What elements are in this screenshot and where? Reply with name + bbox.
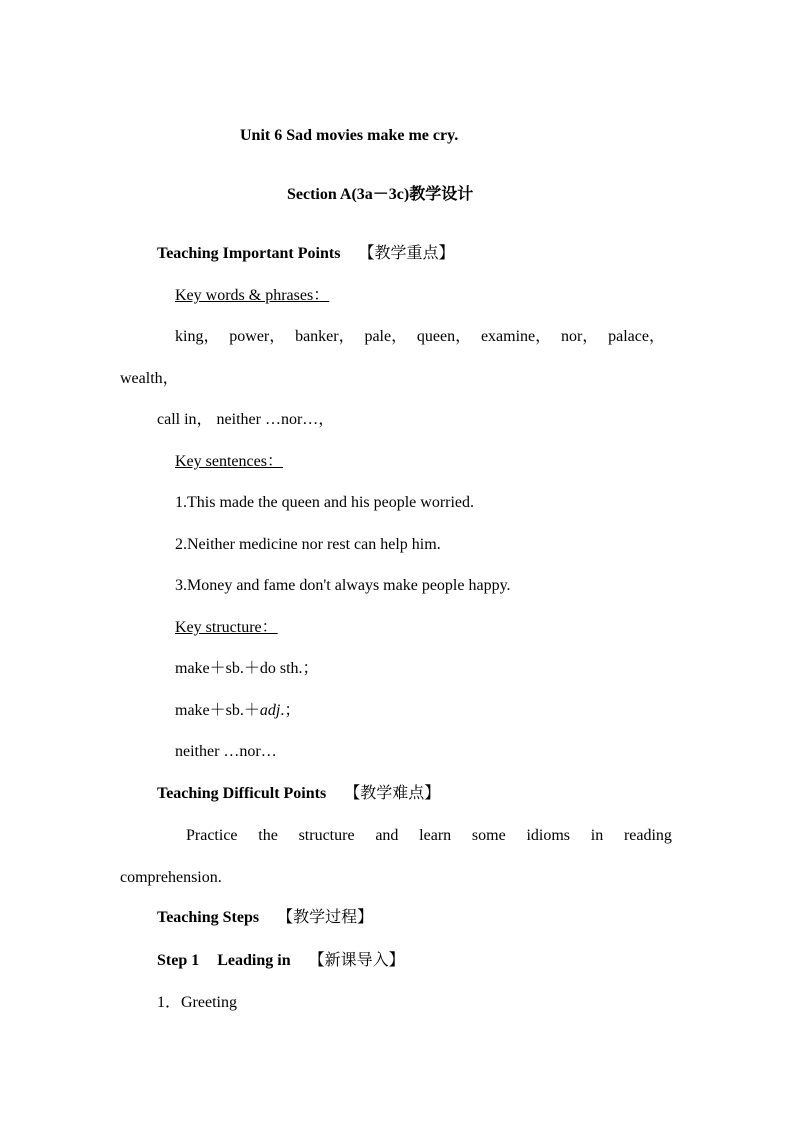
key-words-label: Key words & phrases： xyxy=(175,287,330,304)
key-structure-item xyxy=(175,701,300,721)
teaching-steps-heading-cn: 【教学过程】 xyxy=(277,909,374,926)
key-word: examine， xyxy=(480,328,552,345)
key-structure-label: Key structure： xyxy=(175,619,278,636)
text-word: in xyxy=(590,827,604,844)
key-word: banker， xyxy=(295,328,355,345)
structure-text: .； xyxy=(280,702,301,719)
page-title: Unit 6 Sad movies make me cry. xyxy=(240,127,459,144)
text-word: reading xyxy=(623,827,672,844)
difficult-points-text xyxy=(186,826,672,846)
structure-italic: adj xyxy=(259,702,281,719)
important-points-heading-cn: 【教学重点】 xyxy=(358,245,455,262)
key-structure-item: make＋sb.＋do sth.； xyxy=(175,660,319,677)
key-word: queen， xyxy=(416,328,472,345)
key-word: power， xyxy=(229,328,286,345)
key-sentences-label: Key sentences： xyxy=(175,453,283,470)
difficult-points-heading-cn: 【教学难点】 xyxy=(344,785,441,802)
structure-text: make＋sb.＋ xyxy=(175,702,260,719)
key-word: king， xyxy=(175,328,220,345)
step-1-item: 1．Greeting xyxy=(157,994,237,1011)
key-sentence: 1.This made the queen and his people worried. xyxy=(175,494,475,511)
difficult-points-heading-row xyxy=(157,784,440,804)
text-word: learn xyxy=(419,827,452,844)
key-sentence: 3.Money and fame don't always make people happy. xyxy=(175,577,511,594)
text-word: idioms xyxy=(526,827,570,844)
teaching-steps-heading-row xyxy=(157,908,373,928)
text-word: Practice xyxy=(186,827,238,844)
text-word: and xyxy=(375,827,399,844)
step-1-heading-row xyxy=(157,951,405,971)
key-sentence: 2.Neither medicine nor rest can help him. xyxy=(175,536,441,553)
key-word: nor， xyxy=(560,328,599,345)
key-structure-item: neither …nor… xyxy=(175,743,277,760)
step-1-title-cn: 【新课导入】 xyxy=(308,952,405,969)
text-word: structure xyxy=(298,827,355,844)
key-phrases: call in， neither …nor…， xyxy=(157,411,335,428)
important-points-heading: Teaching Important Points xyxy=(157,245,341,262)
key-words-continued: wealth， xyxy=(120,370,179,387)
text-word: the xyxy=(258,827,278,844)
key-word: pale， xyxy=(364,328,408,345)
key-words-list xyxy=(175,327,665,347)
difficult-points-heading: Teaching Difficult Points xyxy=(157,785,327,802)
key-word: palace， xyxy=(608,328,665,345)
important-points-heading-row xyxy=(157,244,454,264)
text-word: some xyxy=(471,827,506,844)
difficult-points-text-continued: comprehension. xyxy=(120,869,222,886)
step-1-title: Leading in xyxy=(217,952,291,969)
section-title: Section A(3a－3c)教学设计 xyxy=(287,186,474,203)
step-1-label: Step 1 xyxy=(157,952,200,969)
teaching-steps-heading: Teaching Steps xyxy=(157,909,260,926)
